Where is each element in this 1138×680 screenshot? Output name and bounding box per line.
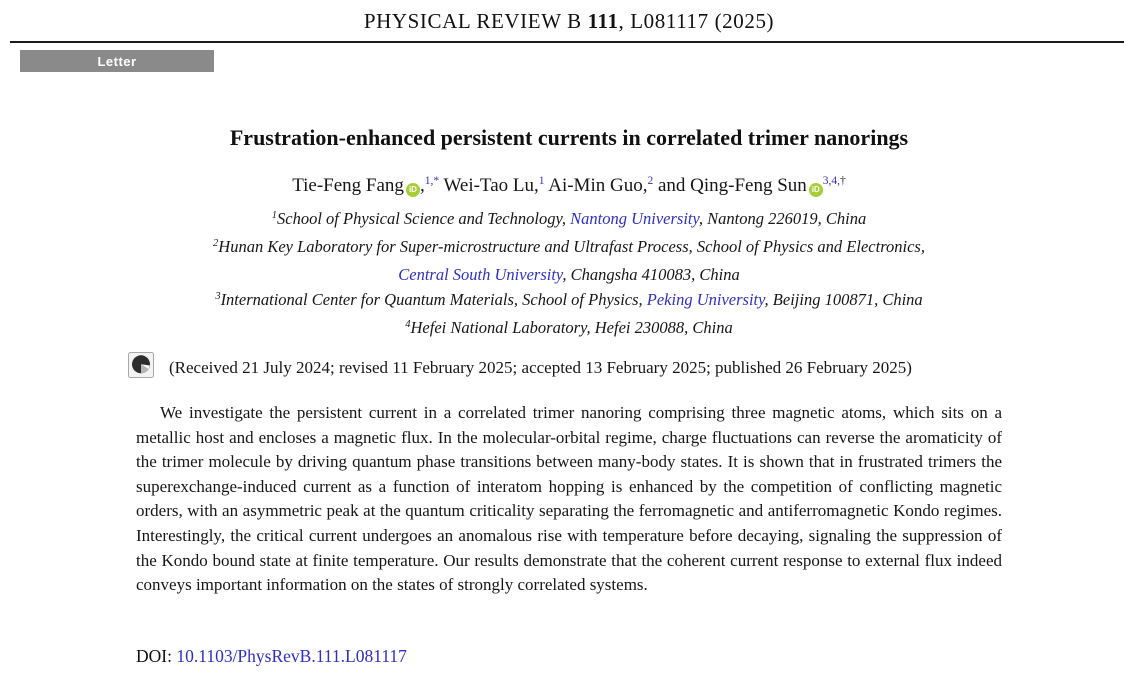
affiliation-line — [0, 206, 1138, 234]
affiliation-text: International Center for Quantum Materials, School of Physics, — [220, 290, 647, 309]
affiliations-block — [0, 206, 1138, 343]
author-name: Wei-Tao Lu — [443, 175, 535, 196]
received-dates: (Received 21 July 2024; revised 11 February 2025; accepted 13 February 2025; published 26 February 2025) — [169, 357, 912, 377]
letter-badge — [20, 50, 214, 72]
author-affiliation-sup: 1,* — [424, 175, 440, 187]
affiliation-line — [0, 315, 1138, 343]
author-name: Ai-Min Guo — [548, 175, 643, 196]
abstract-paragraph: We investigate the persistent current in a correlated trimer nanoring comprising three magnetic atoms, which sits on a metallic host and encloses a magnetic flux. In the molecular-orbital regime, charge fluctuations can reverse the aromaticity of the trimer molecule by driving quantum phase transitions between many-body states. It is shown that in frustrated trimers the superexchange-induced current as a function of interatom hopping is enhanced by the competition of conflicting magnetic orders, with an asymmetric peak at the quantum criticality separating the ferromagnetic and antiferromagnetic Kondo regimes. Interestingly, the critical current undergoes an anomalous rise with temperature before decaying, signaling the suppression of the Kondo bound state at finite temperature. Our results demonstrate that the coherent current response to external flux indeed conveys important information on the states of strongly correlated systems. — [136, 403, 1002, 595]
affiliation-number: 1 — [271, 210, 277, 221]
author-affiliation-sup: 1 — [538, 175, 545, 187]
header-rule — [10, 41, 1124, 43]
affiliation-line — [0, 234, 1138, 262]
journal-volume: 111 — [587, 9, 619, 33]
author-separator: , — [534, 175, 539, 196]
author-conjunction: and — [657, 175, 686, 196]
journal-name: PHYSICAL REVIEW B — [363, 9, 582, 33]
affiliation-text: , Changsha 410083, China — [562, 265, 740, 284]
journal-article-id: , L081117 (2025) — [618, 9, 775, 33]
affiliation-line — [0, 262, 1138, 287]
crossmark-icon[interactable] — [128, 352, 154, 383]
author-name: Tie-Feng Fang — [292, 175, 404, 196]
affiliation-number: 3 — [215, 291, 221, 302]
author-separator: , — [419, 175, 425, 196]
doi-line — [136, 646, 407, 667]
affiliation-text: Hefei National Laboratory, Hefei 230088, China — [410, 318, 733, 337]
authors-line — [0, 175, 1138, 197]
author-affiliation-sup: 2 — [647, 175, 654, 187]
author-name: Qing-Feng Sun — [690, 175, 807, 196]
affiliation-university-link[interactable]: Peking University — [646, 290, 765, 309]
doi-label: DOI: — [136, 646, 172, 666]
affiliation-line — [0, 287, 1138, 315]
orcid-icon[interactable]: iD — [809, 183, 823, 197]
orcid-icon[interactable]: iD — [406, 183, 420, 197]
affiliation-text: School of Physical Science and Technology, — [277, 209, 571, 228]
paper-title: Frustration-enhanced persistent currents in correlated trimer nanorings — [229, 125, 909, 150]
affiliation-university-link[interactable]: Nantong University — [570, 209, 699, 228]
doi-link[interactable]: 10.1103/PhysRevB.111.L081117 — [176, 646, 407, 666]
affiliation-number: 2 — [213, 238, 219, 249]
author-affiliation-sup: 3,4, — [822, 175, 841, 187]
affiliation-text: , Nantong 226019, China — [698, 209, 867, 228]
author-separator: , — [642, 175, 648, 196]
affiliation-number: 4 — [405, 319, 411, 330]
author-footnote-sup: † — [840, 175, 846, 187]
letter-badge-label: Letter — [97, 53, 137, 69]
affiliation-university-link[interactable]: Central South University — [398, 265, 563, 284]
journal-header — [0, 9, 1138, 34]
affiliation-text: , Beijing 100871, China — [764, 290, 923, 309]
received-row — [128, 352, 912, 383]
affiliation-text: Hunan Key Laboratory for Super-microstructure and Ultrafast Process, School of Physics and Electronics, — [218, 237, 925, 256]
